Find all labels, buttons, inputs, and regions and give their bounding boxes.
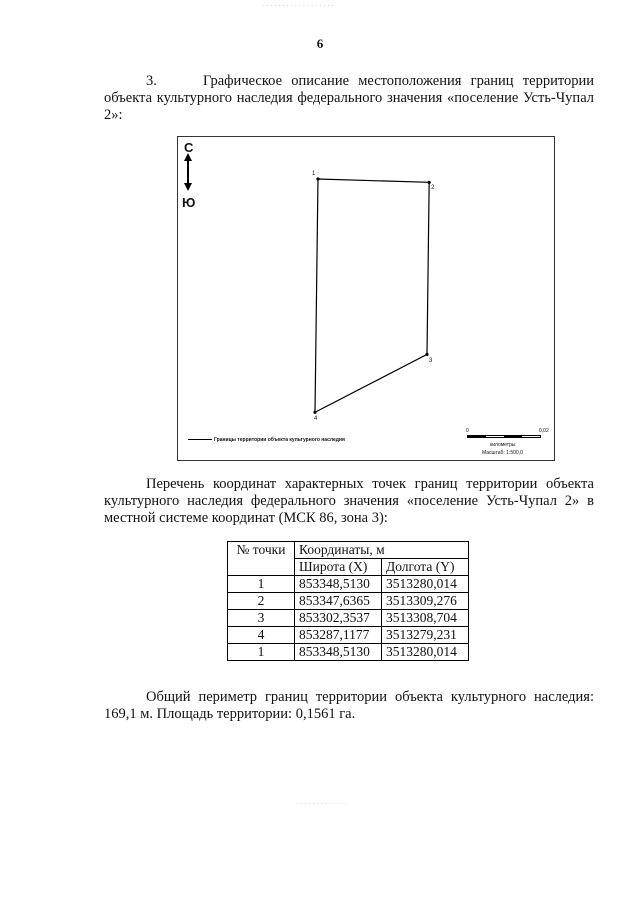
- north-label: С: [184, 140, 194, 155]
- boundary-vertex-2: [428, 181, 431, 184]
- header-point-number: № точки: [228, 542, 295, 576]
- legend-line-swatch: [188, 439, 212, 440]
- page-number: 6: [316, 36, 324, 51]
- cell-longitude: 3513280,014: [382, 576, 469, 593]
- table-row: [228, 576, 469, 593]
- boundary-vertex-3: [425, 353, 428, 356]
- vertex-label-4: 4: [314, 416, 318, 423]
- legend-label: Границы территории объекта культурного наследия: [214, 437, 345, 443]
- boundary-vertex-1: [316, 177, 319, 180]
- table-header-row: [228, 542, 469, 559]
- scan-artifact-bottom: · · · · · · · · · · · · ·: [296, 800, 348, 808]
- cell-latitude: 853287,1177: [295, 627, 382, 644]
- section-heading-paragraph: 3. Графическое описание местоположения границ территории объекта культурного наследия федерального значения «поселение Усть-Чупал 2»:: [104, 73, 594, 123]
- header-longitude: Долгота (Y): [382, 559, 469, 576]
- cell-latitude: 853348,5130: [295, 644, 382, 661]
- cell-latitude: 853347,6365: [295, 593, 382, 610]
- cell-longitude: 3513279,231: [382, 627, 469, 644]
- scan-artifact-top: · · · · · · · · · · · · · · · · · ·: [262, 2, 334, 10]
- header-latitude: Широта (X): [295, 559, 382, 576]
- scale-unit-label: километры: [490, 442, 516, 448]
- cell-point-number: 2: [228, 593, 295, 610]
- table-row: [228, 644, 469, 661]
- cell-point-number: 3: [228, 610, 295, 627]
- cell-latitude: 853302,3537: [295, 610, 382, 627]
- cell-longitude: 3513309,276: [382, 593, 469, 610]
- cell-latitude: 853348,5130: [295, 576, 382, 593]
- scale-ratio-label: Масштаб: 1:500,0: [482, 450, 523, 456]
- table-row: [228, 627, 469, 644]
- south-arrow-head: [184, 183, 192, 191]
- boundary-vertex-4: [313, 411, 316, 414]
- boundary-vertices: [313, 177, 433, 414]
- coordinates-intro-paragraph: Перечень координат характерных точек границ территории объекта культурного наследия федерального значения «поселение Усть-Чупал 2» в местной системе координат (МСК 86, зона 3):: [104, 476, 594, 526]
- cell-longitude: 3513280,014: [382, 644, 469, 661]
- cell-longitude: 3513308,704: [382, 610, 469, 627]
- scale-max-label: 0,02: [539, 428, 549, 434]
- coordinates-table: [227, 541, 469, 661]
- vertex-label-3: 3: [428, 358, 433, 365]
- cell-point-number: 1: [228, 644, 295, 661]
- scale-bar: [467, 435, 541, 438]
- cell-point-number: 4: [228, 627, 295, 644]
- table-row: [228, 593, 469, 610]
- boundary-map-canvas: [178, 137, 554, 460]
- south-label: Ю: [182, 195, 196, 210]
- boundary-map: [177, 136, 555, 461]
- header-coordinates: Координаты, м: [295, 542, 469, 559]
- vertex-label-2: 2: [431, 185, 435, 192]
- cell-point-number: 1: [228, 576, 295, 593]
- vertex-label-1: 1: [311, 171, 316, 177]
- scale-zero-label: 0: [466, 428, 469, 434]
- territory-boundary-polygon: [315, 179, 429, 412]
- perimeter-area-paragraph: Общий периметр границ территории объекта культурного наследия: 169,1 м. Площадь территории: 0,1561 га.: [104, 689, 594, 722]
- table-row: [228, 610, 469, 627]
